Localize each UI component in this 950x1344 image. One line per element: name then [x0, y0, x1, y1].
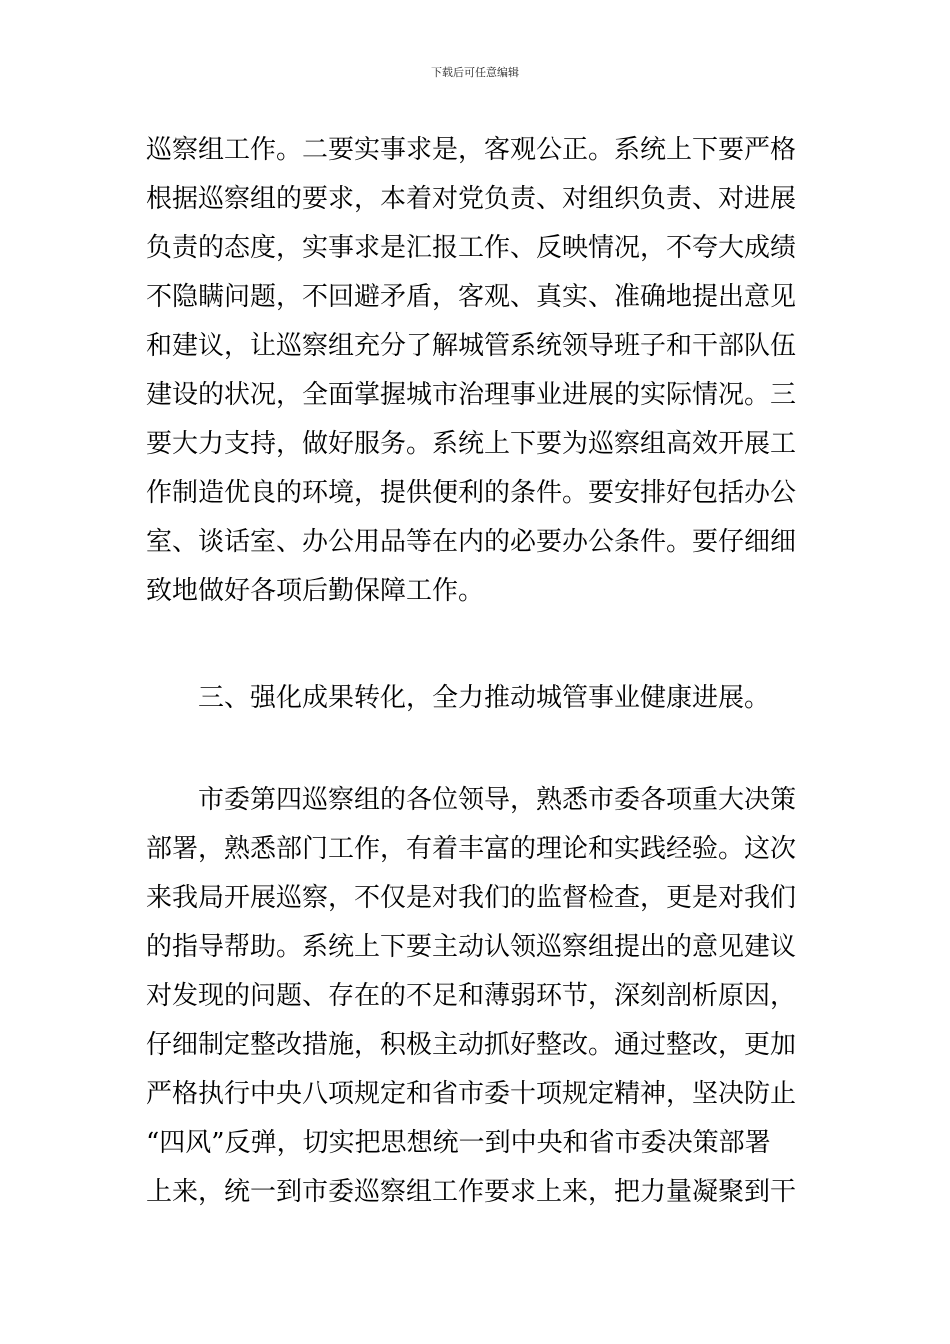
paragraph-line: “四风”反弹，切实把思想统一到中央和省市委决策部署 [146, 1128, 771, 1158]
paragraph-line: 市委第四巡察组的各位领导，熟悉市委各项重大决策 [198, 785, 797, 815]
paragraph-line: 来我局开展巡察，不仅是对我们的监督检查，更是对我们 [146, 883, 797, 913]
paragraph-line: 部署，熟悉部门工作，有着丰富的理论和实践经验。这次 [146, 834, 797, 864]
paragraph-line: 对发现的问题、存在的不足和薄弱环节，深刻剖析原因， [146, 981, 797, 1011]
paragraph-line: 负责的态度，实事求是汇报工作、反映情况，不夸大成绩 [146, 233, 797, 263]
paragraph-line: 不隐瞒问题，不回避矛盾，客观、真实、准确地提出意见 [146, 282, 797, 312]
paragraph-line: 致地做好各项后勤保障工作。 [146, 576, 485, 606]
page-header: 下载后可任意编辑 [431, 66, 519, 79]
paragraph-line: 巡察组工作。二要实事求是，客观公正。系统上下要严格 [146, 135, 797, 165]
paragraph-line: 建设的状况，全面掌握城市治理事业进展的实际情况。三 [146, 380, 797, 410]
paragraph-line: 作制造优良的环境，提供便利的条件。要安排好包括办公 [146, 478, 797, 508]
section-heading-text: 三、强化成果转化，全力推动城管事业健康进展。 [198, 683, 771, 713]
paragraph-line: 根据巡察组的要求，本着对党负责、对组织负责、对进展 [146, 184, 797, 214]
paragraph-line: 上来，统一到市委巡察组工作要求上来，把力量凝聚到干 [146, 1177, 797, 1207]
paragraph-line: 严格执行中央八项规定和省市委十项规定精神，坚决防止 [146, 1079, 797, 1109]
paragraph-line: 和建议，让巡察组充分了解城管系统领导班子和干部队伍 [146, 331, 797, 361]
section-heading-3 [146, 674, 816, 723]
paragraph-line: 要大力支持，做好服务。系统上下要为巡察组高效开展工 [146, 429, 797, 459]
body-paragraph [146, 776, 816, 1217]
paragraph-line: 室、谈话室、办公用品等在内的必要办公条件。要仔细细 [146, 527, 797, 557]
paragraph-line: 的指导帮助。系统上下要主动认领巡察组提出的意见建议 [146, 932, 797, 962]
paragraph-line: 仔细制定整改措施，积极主动抓好整改。通过整改，更加 [146, 1030, 797, 1060]
body-paragraph-continued [146, 126, 816, 616]
